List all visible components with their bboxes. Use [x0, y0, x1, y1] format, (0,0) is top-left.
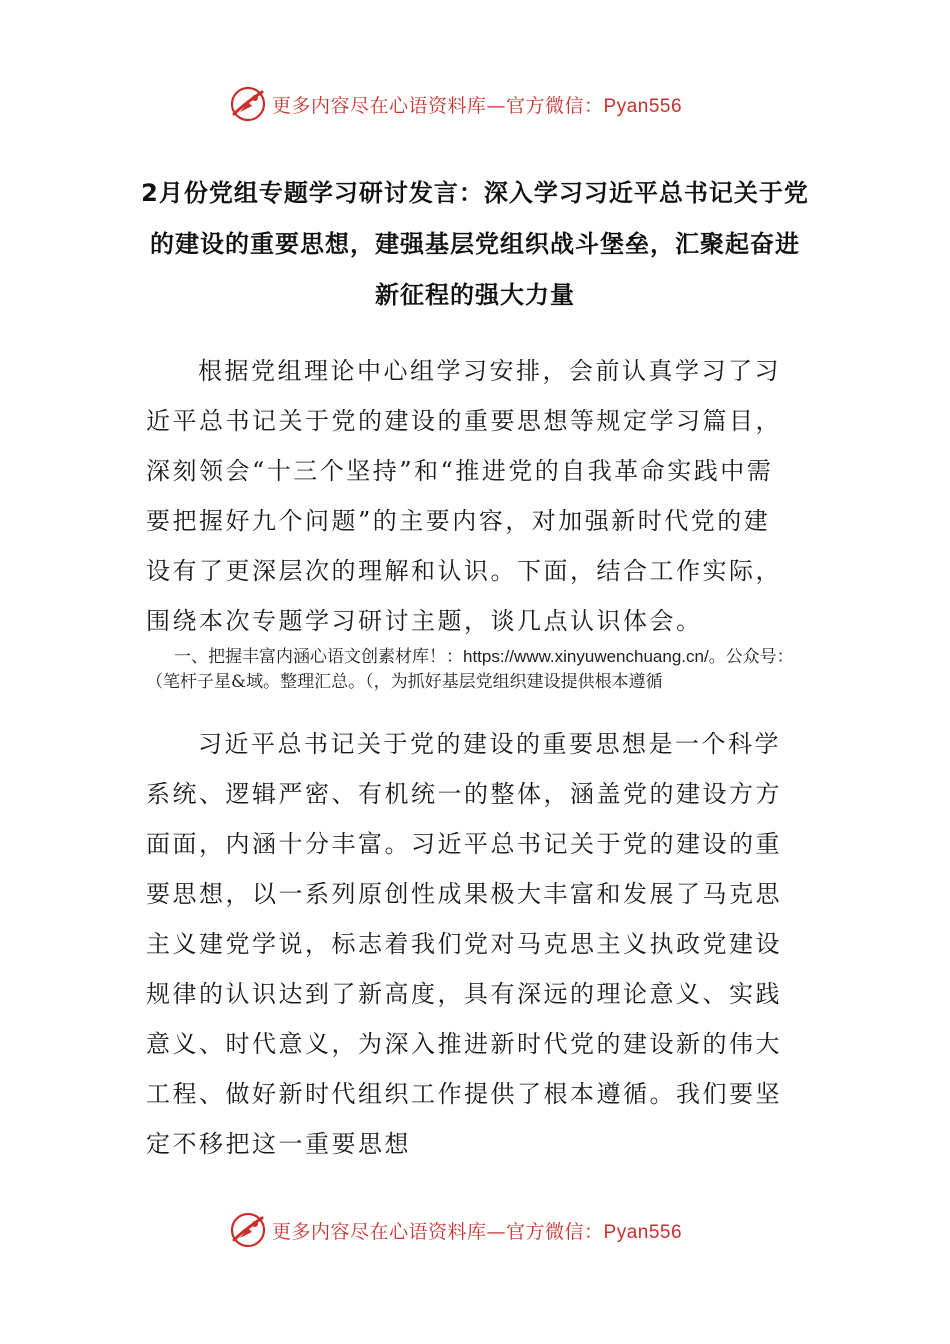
banner-site-name: 更多内容尽在心语资料库 [272, 1220, 487, 1243]
header-banner-text [272, 91, 682, 118]
banner-site-name: 更多内容尽在心语资料库 [272, 94, 487, 117]
document-title: 2月份党组专题学习研讨发言：深入学习习近平总书记关于党的建设的重要思想，建强基层党组织战斗堡垒，汇聚起奋进新征程的强大力量 [141, 179, 809, 309]
banner-wechat-label: 官方微信： [506, 94, 604, 117]
section-heading-text: 一、把握丰富内涵心语文创素材库！： [174, 647, 463, 667]
banner-dash: — [486, 94, 507, 117]
footer-banner-text [272, 1217, 682, 1244]
section-heading-tail: 。公众号：（笔杆子星&域。整理汇总。（，为抓好基层党组织建设提供根本遵循 [146, 647, 794, 692]
paragraph-body: 习近平总书记关于党的建设的重要思想是一个科学系统、逻辑严密、有机统一的整体，涵盖党的建设方方面面，内涵十分丰富。习近平总书记关于党的建设的重要思想，以一系列原创性成果极大丰富和发展了马克思主义建党学说，标志着我们党对马克思主义执政党建设规律的认识达到了新高度，具有深远的理论意义、实践意义、时代意义，为深入推进新时代党的建设新的伟大工程、做好新时代组织工作提供了根本遵循。我们要坚定不移把这一重要思想 [146, 730, 782, 1158]
banner-wechat-label: 官方微信： [506, 1220, 604, 1243]
pen-nib-logo-icon [228, 1210, 268, 1250]
banner-wechat-id: Pyan556 [603, 95, 683, 117]
banner-wechat-id: Pyan556 [603, 1221, 683, 1243]
header-banner [228, 82, 748, 126]
pen-nib-logo-icon [228, 84, 268, 124]
paragraph-intro: 根据党组理论中心组学习安排，会前认真学习了习近平总书记关于党的建设的重要思想等规定学习篇目，深刻领会“十三个坚持”和“推进党的自我革命实践中需要把握好九个问题”的主要内容，对加强新时代党的建设有了更深层次的理解和认识。下面，结合工作实际，围绕本次专题学习研讨主题，谈几点认识体会。 [146, 357, 782, 635]
section-heading-url: https://www.xinyuwenchuang.cn/ [463, 647, 709, 666]
footer-banner [228, 1208, 748, 1252]
section-heading [146, 644, 811, 695]
banner-dash: — [486, 1220, 507, 1243]
